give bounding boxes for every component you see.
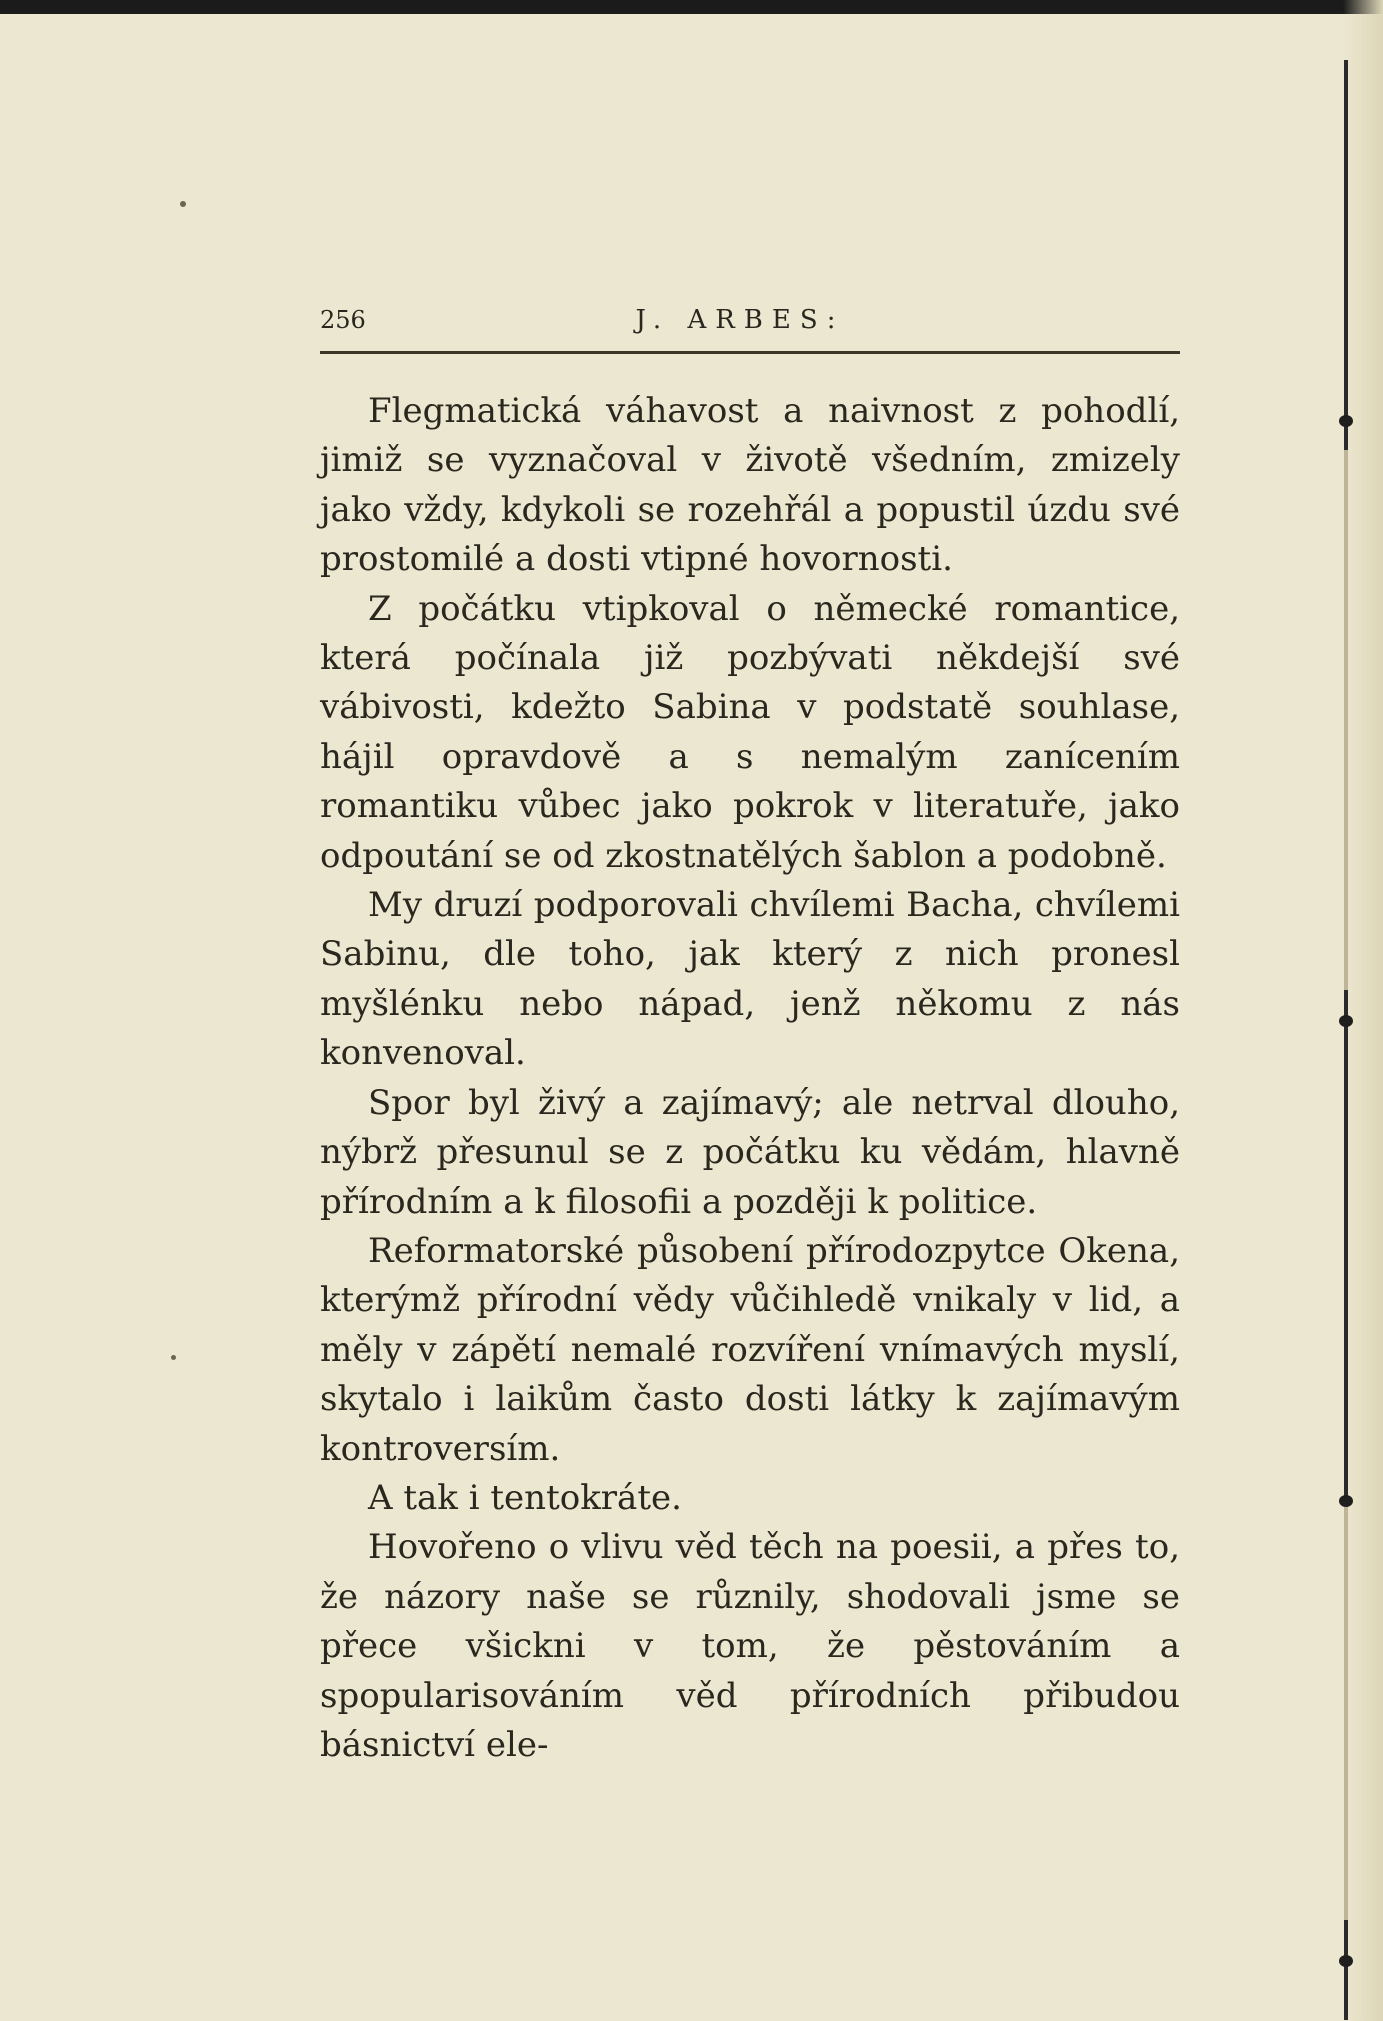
scan-top-edge <box>0 0 1383 14</box>
book-page <box>320 305 1180 1770</box>
paragraph: My druzí podporovali chvílemi Bacha, chvílemi Sabinu, dle toho, jak který z nich pronesl myšlénku nebo nápad, jenž někomu z nás konvenoval. <box>320 885 1180 1074</box>
page-number: 256 <box>320 306 366 334</box>
page-header <box>320 305 1180 354</box>
page-body <box>320 387 1180 1770</box>
running-head: J. ARBES: <box>635 305 845 335</box>
paragraph: Spor byl živý a zajímavý; ale netrval dlouho, nýbrž přesunul se z počátku ku vědám, hlavně přírodním a k filosofii a později k politice. <box>320 1082 1180 1222</box>
scan-speck <box>171 1355 176 1360</box>
paragraph: Reformatorské působení přírodozpytce Okena, kterýmž přírodní vědy vůčihledě vnikaly v lid, a měly v zápětí nemalé rozvíření vnímavých myslí, skytalo i laikům často dosti látky k zajímavým kontroversím. <box>320 1230 1180 1469</box>
scan-speck <box>180 201 186 207</box>
book-binding-edge <box>1339 60 1353 2020</box>
paragraph: Flegmatická váhavost a naivnost z pohodlí, jimiž se vyznačoval v životě všedním, zmizely jako vždy, kdykoli se rozehřál a popustil úzdu své prostomilé a dosti vtipné hovornosti. <box>320 391 1180 580</box>
paragraph: Z počátku vtipkoval o německé romantice, která počínala již pozbývati někdejší své vábivosti, kdežto Sabina v podstatě souhlase, hájil opravdově a s nemalým zanícením romantiku vůbec jako pokrok v literatuře, jako odpoutání se od zkostnatělých šablon a podobně. <box>320 588 1180 876</box>
paragraph: A tak i tentokráte. <box>368 1477 682 1518</box>
paragraph: Hovořeno o vlivu věd těch na poesii, a přes to, že názory naše se různily, shodovali jsme se přece všickni v tom, že pěstováním a spopularisováním věd přírodních přibudou básnictví ele- <box>320 1527 1180 1765</box>
